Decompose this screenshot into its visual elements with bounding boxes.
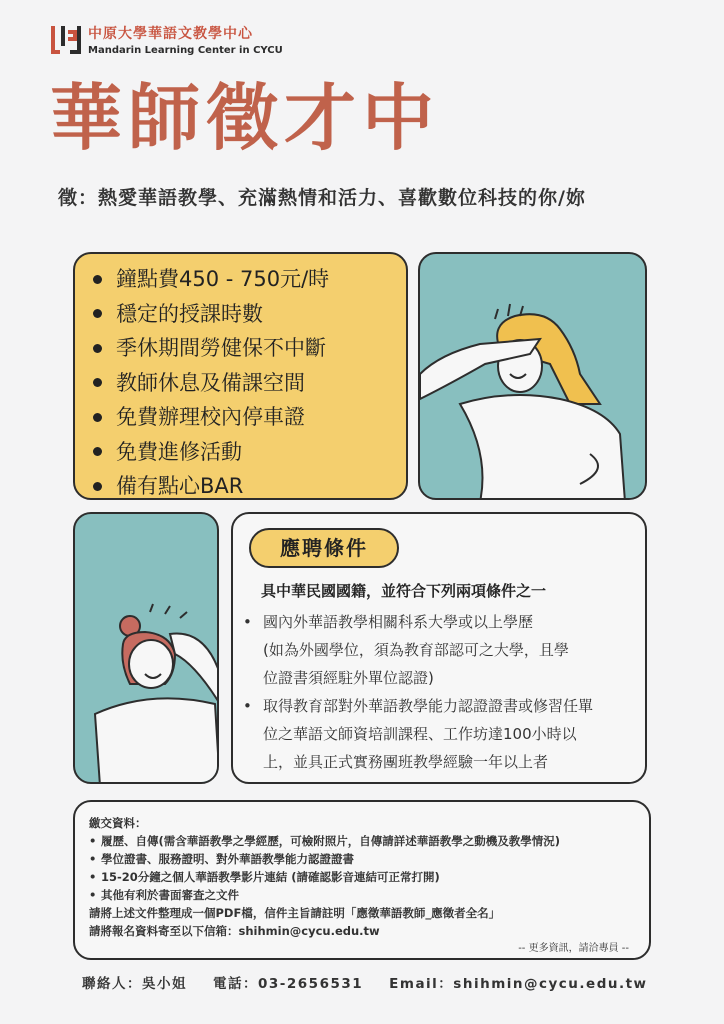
benefit-item: 穩定的授課時數 [93, 297, 388, 332]
benefit-item: 鐘點費450 - 750元/時 [93, 262, 388, 297]
more-info-note: -- 更多資訊，請洽專員 -- [518, 943, 629, 954]
documents-card [73, 800, 651, 960]
documents-heading: 繳交資料： [89, 816, 147, 830]
document-item: • 其他有利於書面審查之文件 [89, 888, 239, 902]
page-title: 華師徵才中 [50, 76, 441, 160]
contact-footer [82, 972, 648, 992]
page-subtitle: 徵：熱愛華語教學、充滿熱情和活力、喜歡數位科技的你/妳 [58, 187, 586, 209]
contact-email[interactable]: Email：shihmin@cycu.edu.tw [389, 976, 648, 992]
logo-title-en: Mandarin Learning Center in CYCU [88, 44, 283, 56]
requirement-item: • 取得教育部對外華語教學能力認證證書或修習任單 位之華語文師資培訓課程、工作坊達100小時以 上，並具正式實務團班教學經驗一年以上者 [243, 697, 594, 771]
document-item: • 學位證書、服務證明、對外華語教學能力認證證書 [89, 852, 354, 866]
document-item: • 15-20分鐘之個人華語教學影片連結 (請確認影音連結可正常打開) [89, 870, 440, 884]
center-logo [50, 22, 283, 56]
requirements-tag: 應聘條件 [249, 528, 399, 568]
contact-person: 聯絡人：吳小姐 [82, 976, 187, 992]
benefit-item: 免費進修活動 [93, 435, 388, 470]
benefit-item: 免費辦理校內停車證 [93, 400, 388, 435]
logo-title-cn: 中原大學華語文教學中心 [88, 25, 253, 42]
benefits-card [73, 252, 408, 500]
requirements-card [231, 512, 647, 784]
documents-note: 請將上述文件整理成一個PDF檔，信件主旨請註明「應徵華語教師_應徵者全名」 [89, 906, 501, 920]
requirements-heading: 具中華民國國籍，並符合下列兩項條件之一 [261, 582, 547, 600]
logo-mark-icon [50, 22, 82, 56]
benefit-item: 季休期間勞健保不中斷 [93, 331, 388, 366]
contact-phone: 電話：03-2656531 [213, 976, 364, 992]
requirement-item: • 國內外華語教學相關科系大學或以上學歷 (如為外國學位，須為教育部認可之大學，且學 位證書須經駐外單位認證) [243, 613, 569, 687]
woman-looking-illustration [418, 252, 647, 500]
benefit-item: 教師休息及備課空間 [93, 366, 388, 401]
woman-searching-illustration [73, 512, 219, 784]
documents-email-note: 請將報名資料寄至以下信箱：shihmin@cycu.edu.tw [89, 924, 380, 938]
benefit-item: 備有點心BAR [93, 469, 388, 504]
document-item: • 履歷、自傳(需含華語教學之學經歷，可檢附照片，自傳請詳述華語教學之動機及教學情況) [89, 834, 561, 848]
